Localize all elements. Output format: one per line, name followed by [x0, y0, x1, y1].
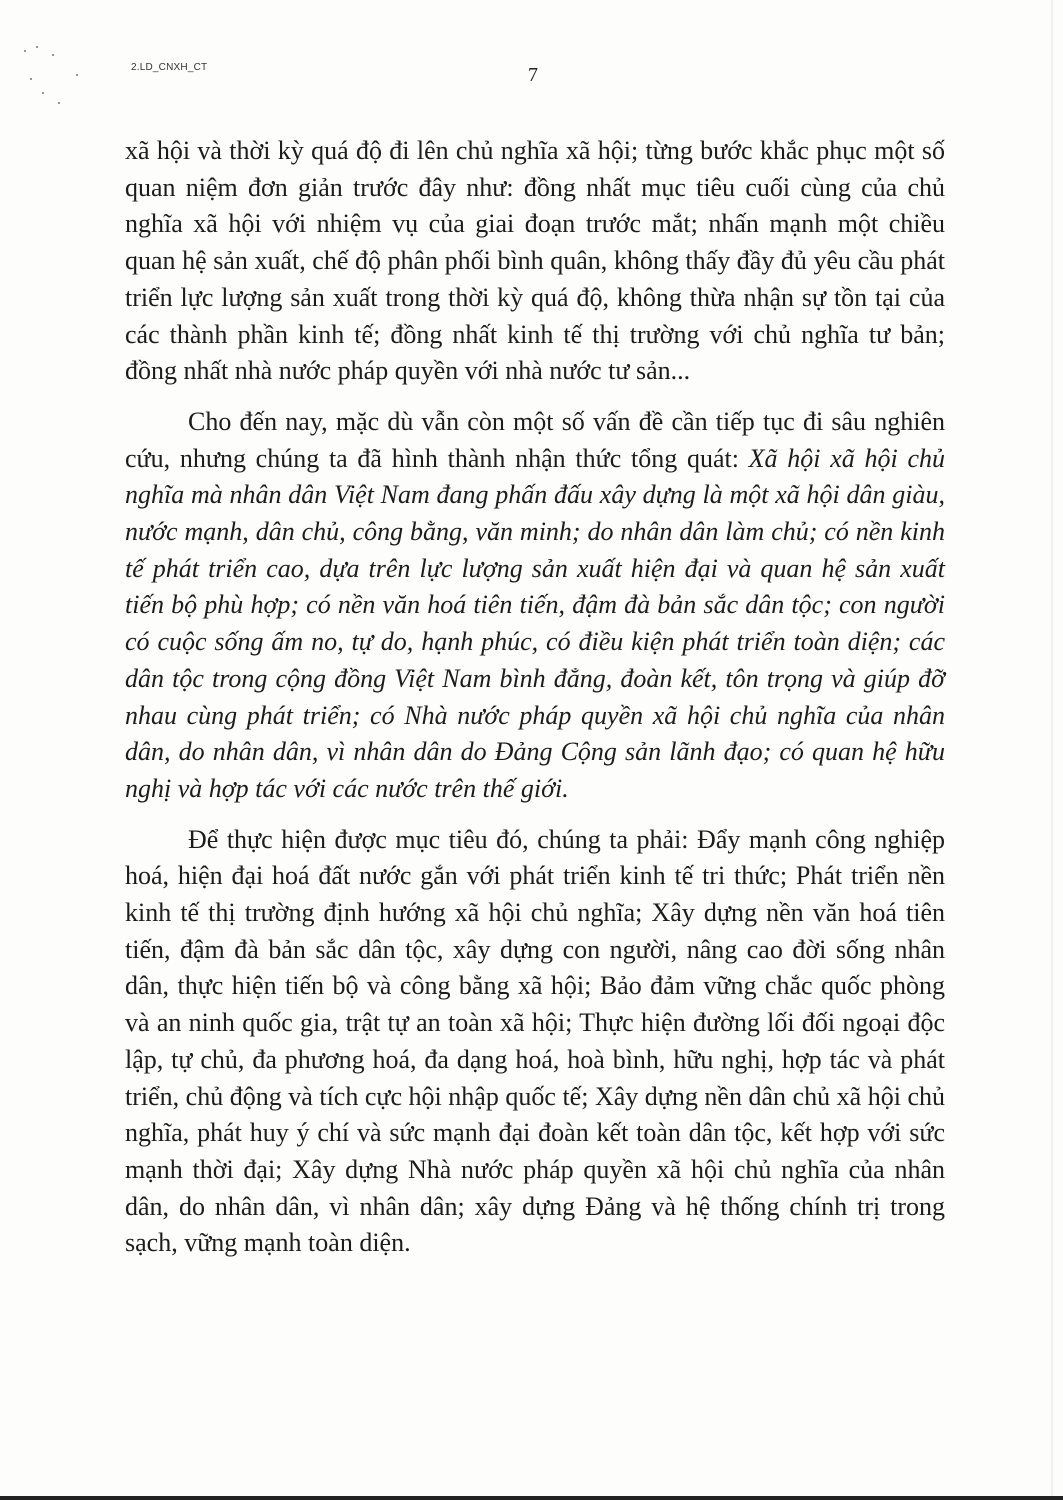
paragraph-2-italic-quote: Xã hội xã hội chủ nghĩa mà nhân dân Việt Nam đang phấn đấu xây dựng là một xã hội dân giàu, nước mạnh, dân chủ, công bằng, văn minh; do nhân dân làm chủ; có nền kinh tế phát triển cao, dựa trên lực lượng sản xuất hiện đại và quan hệ sản xuất tiến bộ phù hợp; có nền văn hoá tiên tiến, đậm đà bản sắc dân tộc; con người có cuộc sống ấm no, tự do, hạnh phúc, có điều kiện phát triển toàn diện; các dân tộc trong cộng đồng Việt Nam bình đẳng, đoàn kết, tôn trọng và giúp đỡ nhau cùng phát triển; có Nhà nước pháp quyền xã hội chủ nghĩa của nhân dân, do nhân dân, vì nhân dân do Đảng Cộng sản lãnh đạo; có quan hệ hữu nghị và hợp tác với các nước trên thế giới. [125, 443, 945, 803]
paragraph-2-lead-text: Cho đến nay, mặc dù vẫn còn một số vấn đề cần tiếp tục đi sâu nghiên cứu, nhưng chúng ta đã hình thành nhận thức tổng quát: [125, 406, 945, 473]
paragraph-1 [125, 133, 945, 390]
paragraph-2 [125, 404, 945, 808]
page-number: 7 [528, 64, 538, 86]
paragraph-3-text: Để thực hiện được mục tiêu đó, chúng ta phải: Đẩy mạnh công nghiệp hoá, hiện đại hoá đất nước gắn với phát triển kinh tế tri thức; Phát triển nền kinh tế thị trường định hướng xã hội chủ nghĩa; Xây dựng nền văn hoá tiên tiến, đậm đà bản sắc dân tộc, xây dựng con người, nâng cao đời sống nhân dân, thực hiện tiến bộ và công bằng xã hội; Bảo đảm vững chắc quốc phòng và an ninh quốc gia, trật tự an toàn xã hội; Thực hiện đường lối đối ngoại độc lập, tự chủ, đa phương hoá, đa dạng hoá, hoà bình, hữu nghị, hợp tác và phát triển, chủ động và tích cực hội nhập quốc tế; Xây dựng nền dân chủ xã hội chủ nghĩa, phát huy ý chí và sức mạnh đại đoàn kết toàn dân tộc, kết hợp với sức mạnh thời đại; Xây dựng Nhà nước pháp quyền xã hội chủ nghĩa của nhân dân, do nhân dân, vì nhân dân; xây dựng Đảng và hệ thống chính trị trong sạch, vững mạnh toàn diện. [125, 824, 945, 1258]
scan-specks [22, 40, 82, 120]
paragraph-1-text: xã hội và thời kỳ quá độ đi lên chủ nghĩa xã hội; từng bước khắc phục một số quan niệm đơn giản trước đây như: đồng nhất mục tiêu cuối cùng của chủ nghĩa xã hội với nhiệm vụ của giai đoạn trước mắt; nhấn mạnh một chiều quan hệ sản xuất, chế độ phân phối bình quân, không thấy đầy đủ yêu cầu phát triển lực lượng sản xuất trong thời kỳ quá độ, không thừa nhận sự tồn tại của các thành phần kinh tế; đồng nhất kinh tế thị trường với chủ nghĩa tư bản; đồng nhất nhà nước pháp quyền với nhà nước tư sản... [125, 136, 945, 386]
body-text [125, 133, 945, 1262]
scan-bottom-edge [0, 1496, 1063, 1500]
paragraph-3 [125, 822, 945, 1262]
scan-edge-shadow [1051, 0, 1053, 1500]
document-code: 2.LD_CNXH_CT [131, 62, 208, 73]
